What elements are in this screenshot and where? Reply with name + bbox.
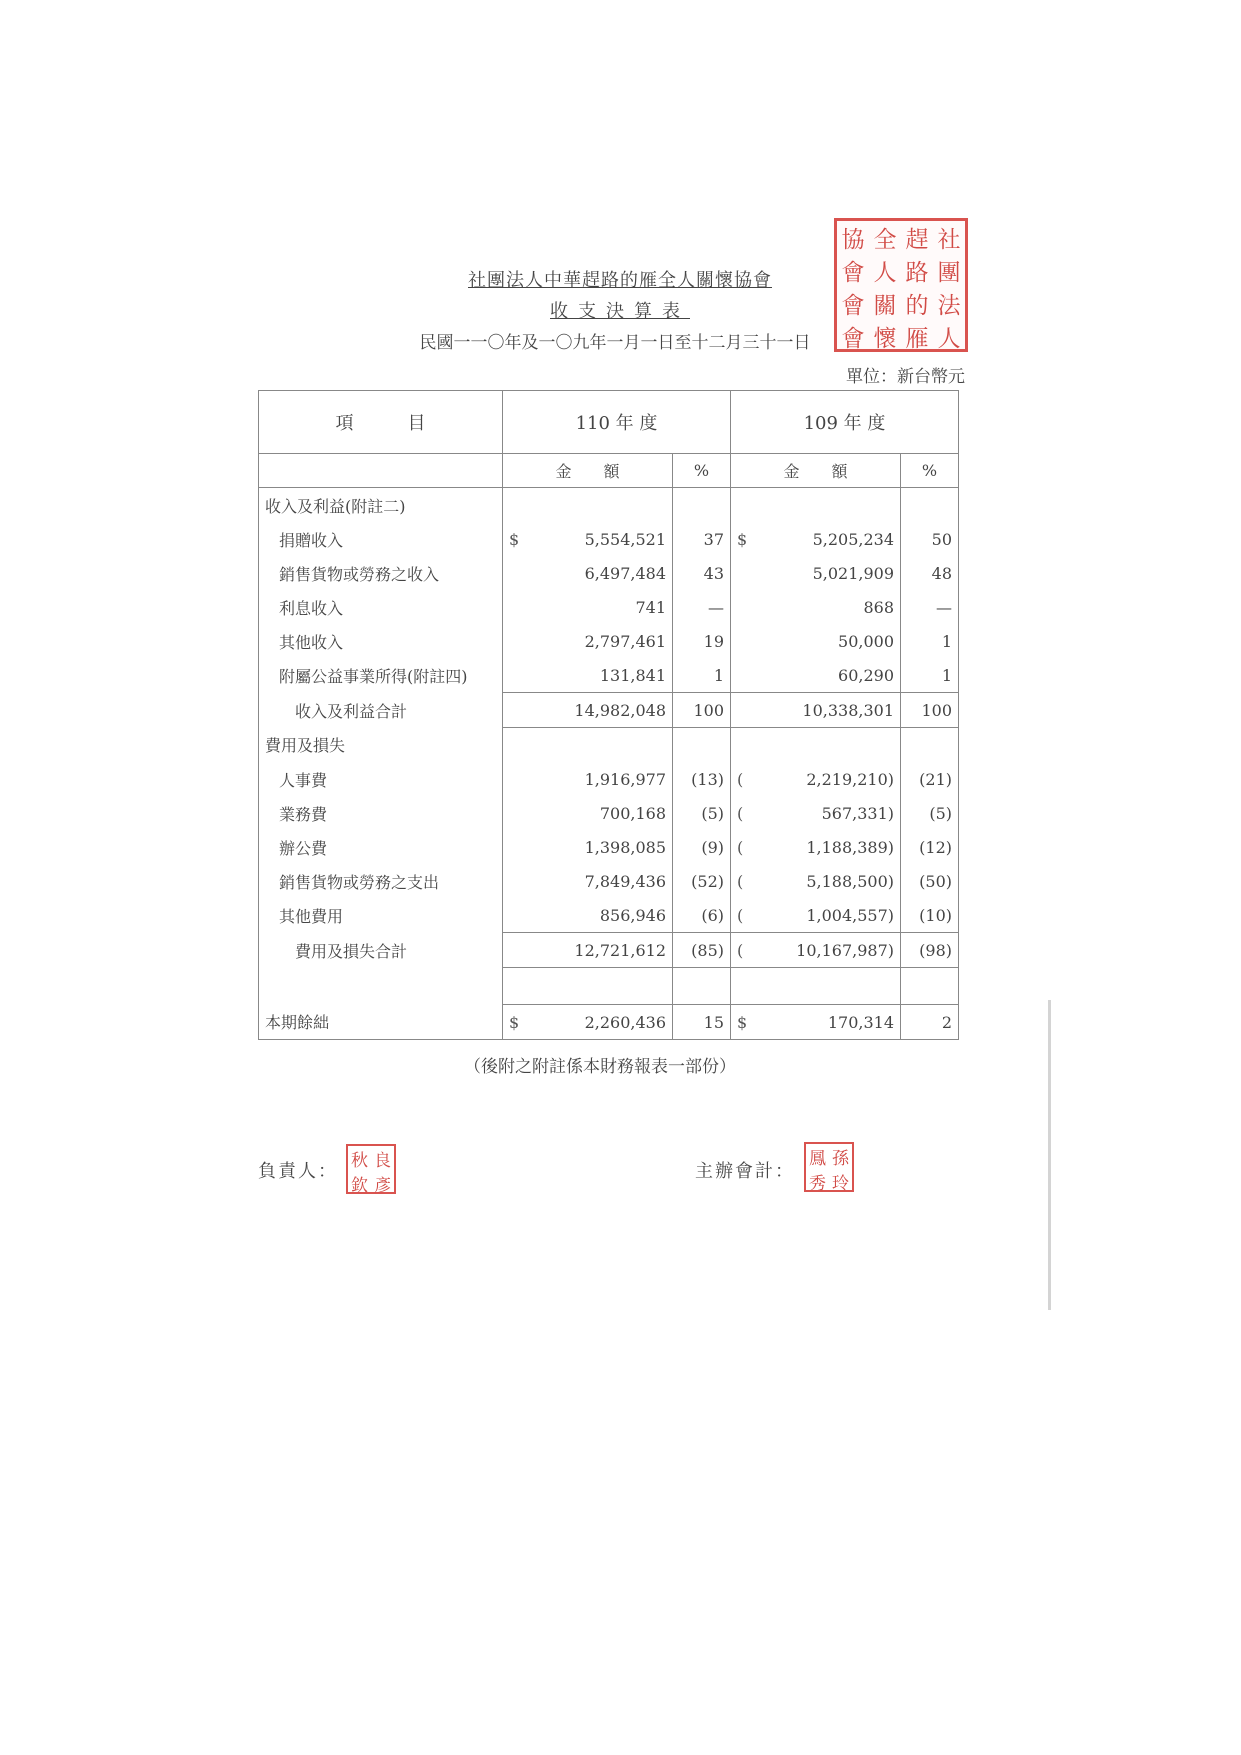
percent-current [673, 728, 731, 763]
accountant-seal [804, 1142, 854, 1192]
row-label: 業務費 [259, 796, 503, 830]
header-year-prior: 109 年 度 [731, 391, 959, 454]
percent-prior: (50) [901, 864, 959, 898]
row-label: 捐贈收入 [259, 522, 503, 556]
percent-prior: 100 [901, 693, 959, 728]
seal-character: 路 [905, 260, 929, 286]
amount-current [503, 556, 673, 590]
percent-current [673, 488, 731, 523]
organization-seal [834, 218, 968, 352]
table-row [259, 1005, 959, 1040]
report-title: 收支決算表 [550, 301, 690, 322]
table-row [259, 590, 959, 624]
amount-current [503, 590, 673, 624]
amount-value: 868 [863, 597, 894, 617]
table-row [259, 968, 959, 1005]
seal-character: 協 [841, 227, 865, 253]
currency-sign: ( [737, 940, 744, 960]
amount-prior [731, 658, 901, 693]
amount-prior [731, 488, 901, 523]
percent-current [673, 968, 731, 1005]
percent-prior: 1 [901, 658, 959, 693]
percent-current: (52) [673, 864, 731, 898]
percent-current: (13) [673, 762, 731, 796]
row-label: 辦公費 [259, 830, 503, 864]
amount-prior [731, 728, 901, 763]
amount-value: 5,021,909 [812, 563, 894, 583]
seal-character: 良 [374, 1151, 391, 1171]
table-row [259, 556, 959, 590]
amount-current [503, 522, 673, 556]
seal-character: 法 [937, 293, 961, 319]
amount-prior [731, 522, 901, 556]
seal-character: 人 [873, 260, 897, 286]
amount-current [503, 693, 673, 728]
amount-prior [731, 830, 901, 864]
amount-current [503, 898, 673, 933]
seal-character: 孫 [832, 1149, 849, 1169]
table-row [259, 898, 959, 933]
amount-value: 700,168 [599, 803, 666, 823]
table-row [259, 796, 959, 830]
header-year-current: 110 年 度 [503, 391, 731, 454]
organization-name: 社團法人中華趕路的雁全人關懷協會 [468, 270, 772, 291]
amount-current [503, 830, 673, 864]
row-label: 收入及利益合計 [259, 693, 503, 728]
amount-current [503, 488, 673, 523]
percent-current: 19 [673, 624, 731, 658]
amount-current [503, 728, 673, 763]
row-label: 利息收入 [259, 590, 503, 624]
percent-prior: 1 [901, 624, 959, 658]
seal-character: 懷 [873, 326, 897, 352]
amount-value: 7,849,436 [584, 871, 666, 891]
header-item: 項 目 [259, 391, 503, 454]
amount-current [503, 658, 673, 693]
currency-sign: ( [737, 871, 744, 891]
amount-current [503, 1005, 673, 1040]
amount-current [503, 796, 673, 830]
amount-current [503, 968, 673, 1005]
amount-value: 856,946 [599, 905, 666, 925]
report-period: 民國一一〇年及一〇九年一月一日至十二月三十一日 [419, 333, 811, 353]
percent-current: 37 [673, 522, 731, 556]
percent-prior: 48 [901, 556, 959, 590]
table-row [259, 693, 959, 728]
amount-value: 10,167,987) [796, 940, 894, 960]
currency-sign: ( [737, 803, 744, 823]
amount-prior [731, 898, 901, 933]
amount-prior [731, 796, 901, 830]
row-label: 費用及損失 [259, 728, 503, 763]
percent-current: 15 [673, 1005, 731, 1040]
currency-sign: $ [737, 1012, 748, 1032]
percent-current: (85) [673, 933, 731, 968]
seal-character: 雁 [905, 326, 929, 352]
amount-value: 1,398,085 [584, 837, 666, 857]
amount-current [503, 624, 673, 658]
amount-value: 2,260,436 [584, 1012, 666, 1032]
amount-value: 5,188,500) [806, 871, 894, 891]
subheader-amount-prior: 金 額 [731, 454, 901, 488]
table-row [259, 830, 959, 864]
currency-sign: $ [509, 1012, 520, 1032]
seal-character: 會 [841, 326, 865, 352]
percent-prior: (12) [901, 830, 959, 864]
table-row [259, 933, 959, 968]
row-label: 費用及損失合計 [259, 933, 503, 968]
amount-value: 6,497,484 [584, 563, 666, 583]
table-body [259, 488, 959, 1040]
row-label: 其他費用 [259, 898, 503, 933]
percent-current: 43 [673, 556, 731, 590]
income-statement-table [258, 390, 959, 1040]
percent-current: (9) [673, 830, 731, 864]
seal-character: 的 [905, 293, 929, 319]
table-row [259, 864, 959, 898]
percent-prior: — [901, 590, 959, 624]
responsible-person-label: 負責人： [258, 1161, 338, 1182]
amount-value: 131,841 [599, 665, 666, 685]
table-subheader-row [259, 454, 959, 488]
seal-character: 彥 [374, 1176, 391, 1196]
subheader-amount-current: 金 額 [503, 454, 673, 488]
amount-current [503, 933, 673, 968]
seal-character: 會 [841, 293, 865, 319]
row-label: 收入及利益(附註二) [259, 488, 503, 523]
amount-value: 5,554,521 [584, 529, 666, 549]
table-row [259, 488, 959, 523]
amount-value: 50,000 [838, 631, 894, 651]
table-row [259, 762, 959, 796]
scan-edge-line [1048, 1000, 1051, 1310]
accountant-label: 主辦會計： [695, 1161, 795, 1182]
row-label: 銷售貨物或勞務之支出 [259, 864, 503, 898]
subheader-blank [259, 454, 503, 488]
amount-value: 741 [635, 597, 666, 617]
amount-prior [731, 590, 901, 624]
row-label: 其他收入 [259, 624, 503, 658]
percent-prior: 2 [901, 1005, 959, 1040]
amount-value: 170,314 [827, 1012, 894, 1032]
amount-prior [731, 762, 901, 796]
amount-value: 1,916,977 [584, 769, 666, 789]
subheader-pct-prior: % [901, 454, 959, 488]
percent-prior [901, 728, 959, 763]
seal-character: 社 [937, 227, 961, 253]
percent-prior: 50 [901, 522, 959, 556]
row-label: 人事費 [259, 762, 503, 796]
amount-prior [731, 556, 901, 590]
percent-prior [901, 488, 959, 523]
subheader-pct-current: % [673, 454, 731, 488]
table-row [259, 728, 959, 763]
amount-prior [731, 693, 901, 728]
amount-value: 567,331) [821, 803, 894, 823]
currency-sign: $ [737, 529, 748, 549]
seal-character: 秋 [351, 1151, 368, 1171]
amount-value: 10,338,301 [802, 700, 894, 720]
seal-character: 欽 [351, 1176, 368, 1196]
currency-sign: ( [737, 769, 744, 789]
seal-character: 會 [841, 260, 865, 286]
percent-current: 1 [673, 658, 731, 693]
amount-current [503, 864, 673, 898]
amount-value: 2,219,210) [806, 769, 894, 789]
table-header-row [259, 391, 959, 454]
amount-value: 60,290 [838, 665, 894, 685]
footnote: （後附之附註係本財務報表一部份） [464, 1057, 736, 1077]
seal-character: 鳳 [809, 1149, 826, 1169]
row-label: 銷售貨物或勞務之收入 [259, 556, 503, 590]
row-label [259, 968, 503, 1005]
row-label: 本期餘絀 [259, 1005, 503, 1040]
percent-current: — [673, 590, 731, 624]
percent-current: 100 [673, 693, 731, 728]
amount-value: 2,797,461 [584, 631, 666, 651]
seal-character: 人 [937, 326, 961, 352]
table-row [259, 658, 959, 693]
seal-character: 玲 [832, 1174, 849, 1194]
amount-value: 14,982,048 [574, 700, 666, 720]
currency-sign: ( [737, 905, 744, 925]
responsible-person-seal [346, 1144, 396, 1194]
seal-character: 秀 [809, 1174, 826, 1194]
seal-character: 關 [873, 293, 897, 319]
seal-character: 全 [873, 227, 897, 253]
seal-character: 團 [937, 260, 961, 286]
percent-prior: (10) [901, 898, 959, 933]
percent-current: (6) [673, 898, 731, 933]
currency-unit: 單位：新台幣元 [846, 367, 965, 387]
percent-prior: (5) [901, 796, 959, 830]
amount-value: 12,721,612 [574, 940, 666, 960]
amount-current [503, 762, 673, 796]
percent-current: (5) [673, 796, 731, 830]
amount-value: 1,188,389) [806, 837, 894, 857]
amount-prior [731, 624, 901, 658]
currency-sign: ( [737, 837, 744, 857]
table-row [259, 522, 959, 556]
amount-prior [731, 933, 901, 968]
amount-prior [731, 968, 901, 1005]
percent-prior: (98) [901, 933, 959, 968]
percent-prior: (21) [901, 762, 959, 796]
amount-value: 5,205,234 [812, 529, 894, 549]
row-label: 附屬公益事業所得(附註四) [259, 658, 503, 693]
amount-value: 1,004,557) [806, 905, 894, 925]
table-row [259, 624, 959, 658]
amount-prior [731, 1005, 901, 1040]
amount-prior [731, 864, 901, 898]
percent-prior [901, 968, 959, 1005]
currency-sign: $ [509, 529, 520, 549]
seal-character: 趕 [905, 227, 929, 253]
